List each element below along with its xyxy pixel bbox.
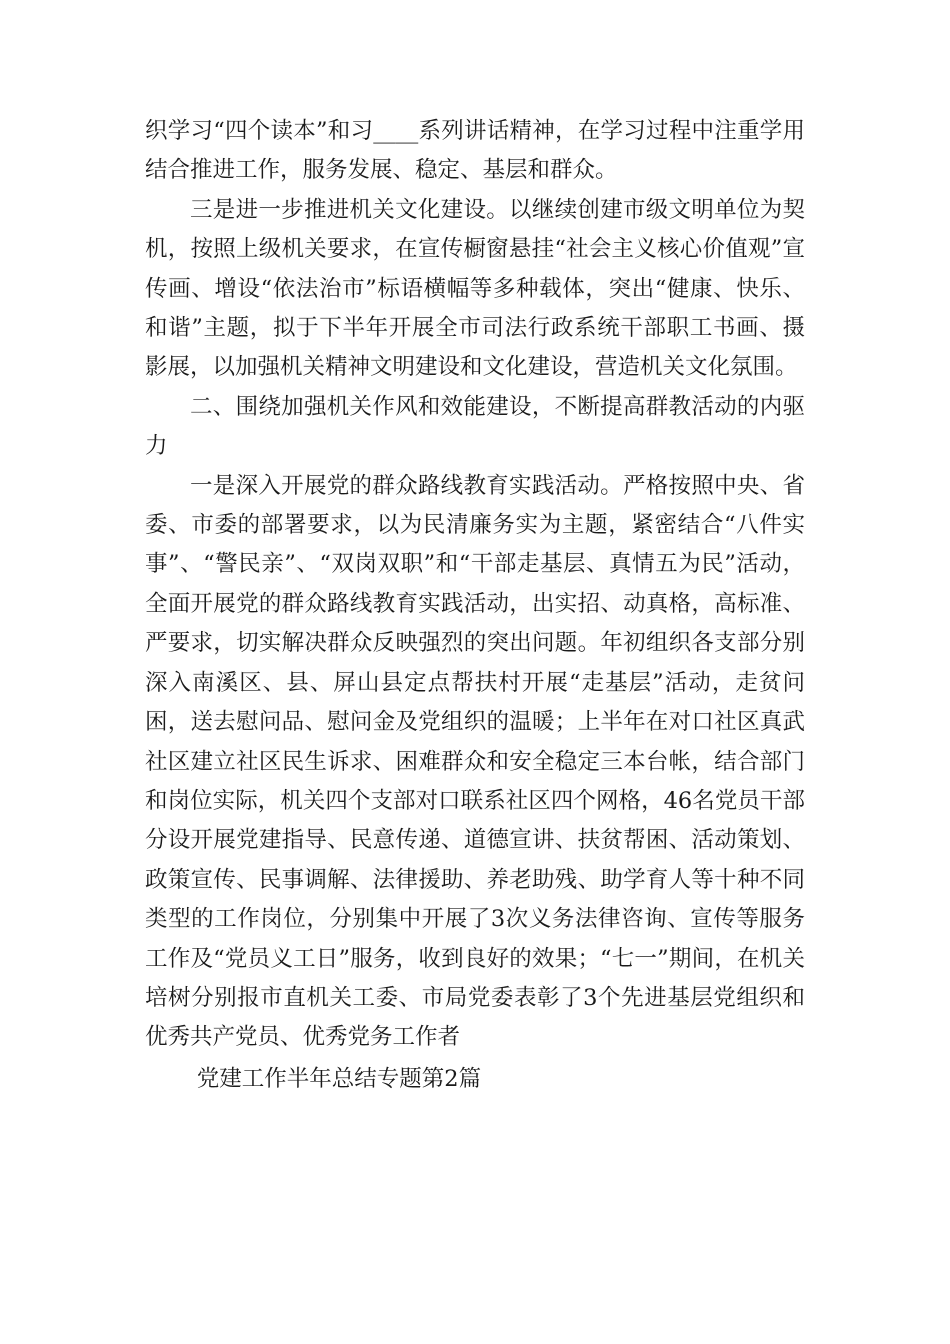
document-page — [145, 112, 805, 1099]
paragraph-mass-line-activity: 一是深入开展党的群众路线教育实践活动。严格按照中央、省委、市委的部署要求，以为民清廉务实为主题，紧密结合“八件实事”、“警民亲”、“双岗双职”和“干部走基层、真情五为民”活动，全面开展党的群众路线教育实践活动，出实招、动真格，高标准、严要求，切实解决群众反映强烈的突出问题。年初组织各支部分别深入南溪区、县、屏山县定点帮扶村开展“走基层”活动，走贫问困，送去慰问品、慰问金及党组织的温暖；上半年在对口社区真武社区建立社区民生诉求、困难群众和安全稳定三本台帐，结合部门和岗位实际，机关四个支部对口联系社区四个网格，46名党员干部分设开展党建指导、民意传递、道德宣讲、扶贫帮困、活动策划、政策宣传、民事调解、法律援助、养老助残、助学育人等十种不同类型的工作岗位，分别集中开展了3次义务法律咨询、宣传等服务工作及“党员义工日”服务，收到良好的效果；“七一”期间，在机关培树分别报市直机关工委、市局党委表彰了3个先进基层党组织和优秀共产党员、优秀党务工作者 — [145, 472, 805, 1051]
paragraph-continuation: 织学习“四个读本”和习____系列讲话精神，在学习过程中注重学用结合推进工作，服务发展、稳定、基层和群众。 — [145, 118, 805, 184]
section-heading-two: 二、围绕加强机关作风和效能建设，不断提高群教活动的内驱力 — [145, 393, 805, 460]
paragraph-culture-building: 三是进一步推进机关文化建设。以继续创建市级文明单位为契机，按照上级机关要求，在宣传橱窗悬挂“社会主义核心价值观”宣传画、增设“依法治市”标语横幅等多种载体，突出“健康、快乐、和谐”主题，拟于下半年开展全市司法行政系统干部职工书画、摄影展，以加强机关精神文明建设和文化建设，营造机关文化氛围。 — [145, 196, 805, 381]
next-article-title: 党建工作半年总结专题第2篇 — [196, 1065, 482, 1092]
